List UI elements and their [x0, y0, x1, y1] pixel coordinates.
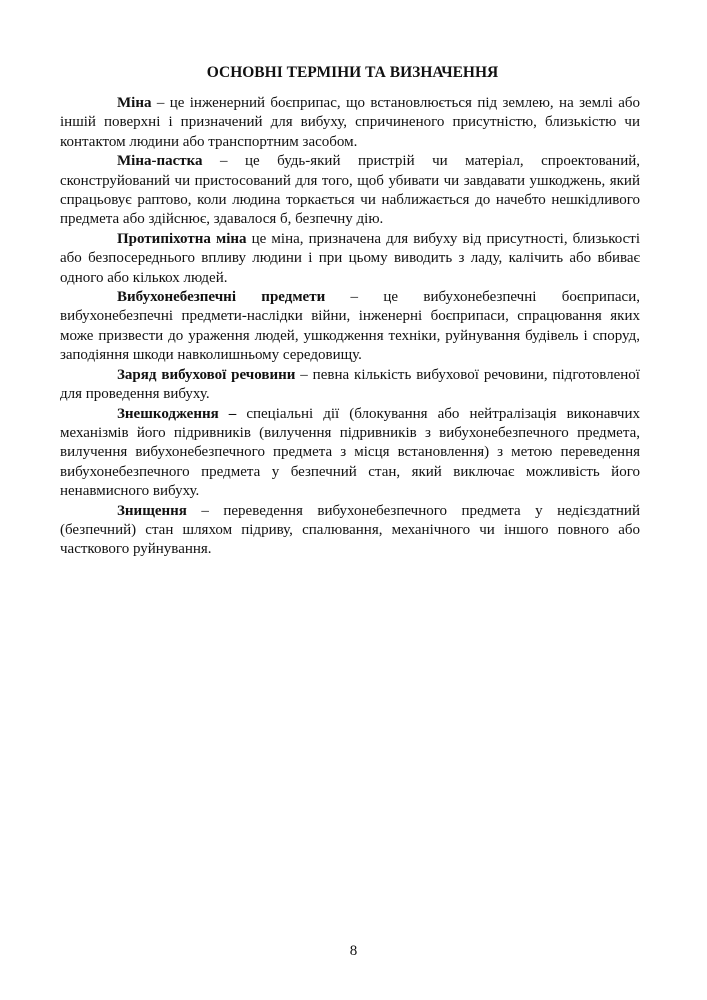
- page-number: 8: [349, 943, 358, 959]
- definition-text: спеціальні дії (блокування або нейтралізація виконавчих механізмів його підривників (вилучення підривників з вибухонебезпечного предмета, вилучення вибухонебезпечного предмета з місця встановлення) з метою переведення вибухонебезпечного предмета у безпечний стан, який виключає можливість його ненавмисного вибуху.: [60, 405, 641, 500]
- definition-paragraph: [60, 94, 640, 152]
- definition-paragraph: [60, 405, 640, 502]
- definition-paragraph: [60, 502, 640, 560]
- definition-text: це міна, призначена для вибуху від присутності, близькості або безпосереднього впливу людини і при цьому виводить з ладу, калічить або вбиває одного або кількох людей.: [60, 230, 640, 286]
- definition-text: – це інженерний боєприпас, що встановлюється під землею, на землі або іншій поверхні і призначений для вибуху, спричиненого присутністю, близькістю чи контактом людини або транспортним засобом.: [60, 95, 640, 150]
- definition-term: Протипіхотна міна: [117, 230, 247, 247]
- definition-term: Міна: [117, 95, 152, 111]
- definition-term: Знищення: [117, 502, 187, 519]
- definition-paragraph: [60, 366, 640, 405]
- definition-term: Міна-пастка: [117, 153, 203, 170]
- definition-text: – це вибухонебезпечні боєприпаси, вибухонебезпечні предмети-наслідки війни, інженерні боєприпаси, спрацювання яких може призвести до ураження людей, ушкодження техніки, руйнування будівель і споруд, заподіяння шкоди навколишньому середовищу.: [60, 289, 640, 364]
- definition-term: Знешкодження –: [117, 405, 237, 422]
- page-title: ОСНОВНІ ТЕРМІНИ ТА ВИЗНАЧЕННЯ: [206, 64, 499, 81]
- definition-paragraph: [60, 288, 640, 366]
- definition-text: – певна кількість вибухової речовини, підготовленої для проведення вибуху.: [60, 366, 640, 403]
- definition-text: – переведення вибухонебезпечного предмета у недієздатний (безпечний) стан шляхом підриву, спалювання, механічного чи іншого повного або часткового руйнування.: [60, 502, 640, 558]
- definition-term: Вибухонебезпечні предмети: [117, 289, 326, 306]
- definition-term: Заряд вибухової речовини: [117, 366, 296, 383]
- definition-paragraph: [60, 152, 640, 230]
- definitions-list: [60, 94, 640, 560]
- definition-paragraph: [60, 230, 640, 288]
- definition-text: – це будь-який пристрій чи матеріал, спроектований, сконструйований чи пристосований для того, щоб убивати чи завдавати ушкоджень, який спрацьовує раптово, коли людина торкається чи наближається до начебто нешкідливого предмета або здійснює, здавалося б, безпечну дію.: [60, 153, 640, 228]
